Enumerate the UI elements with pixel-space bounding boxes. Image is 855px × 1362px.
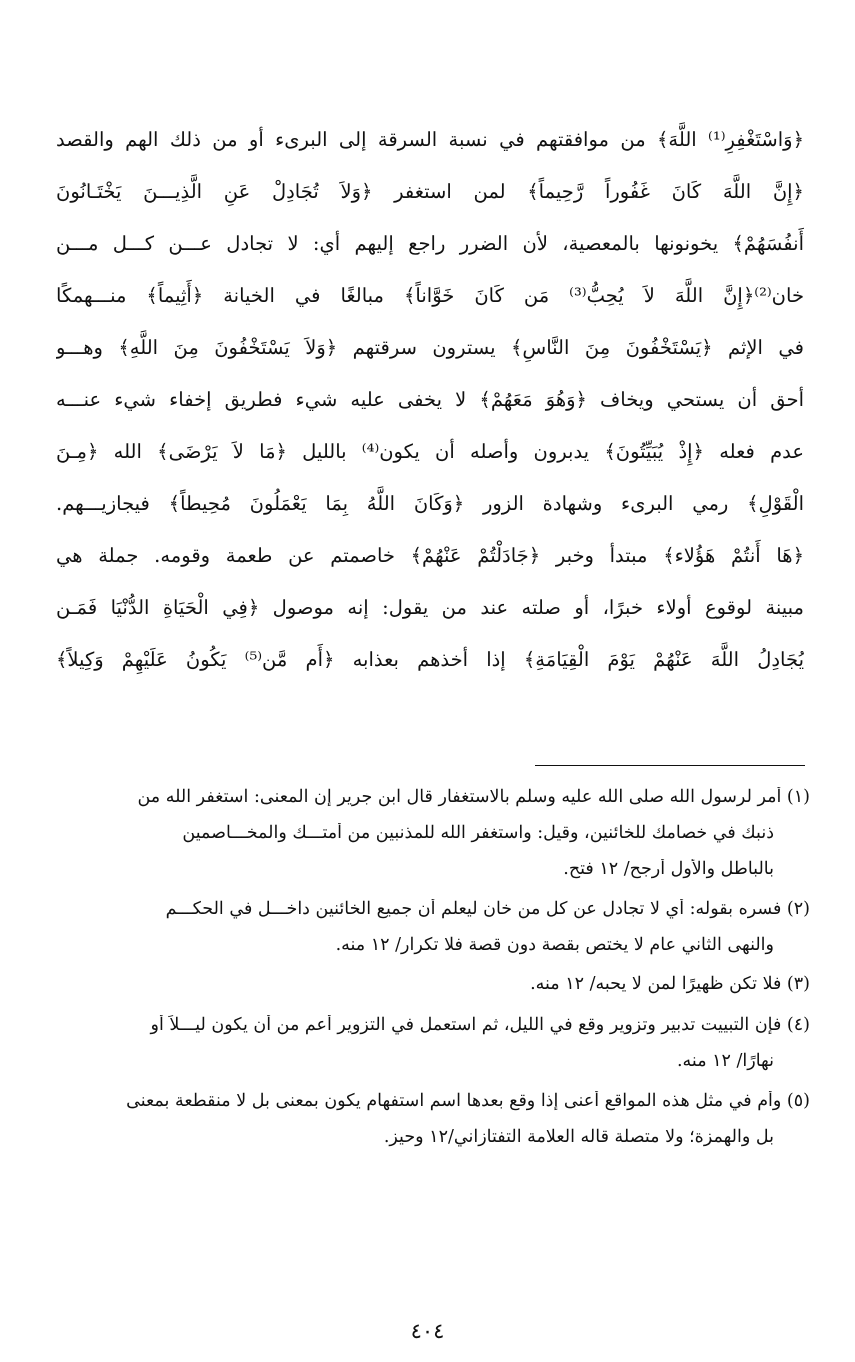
- footnote-5-line-2: بل والهمزة؛ ولا متصلة قاله العلامة التفتازاني/١٢ وحيز.: [383, 1127, 774, 1147]
- page-number: ٤٠٤: [410, 1319, 445, 1343]
- text-line: أحق أن يستحي ويخاف ﴿وَهُوَ مَعَهُمْ﴾ لا يخفى عليه شيء فطريق إخفاء شيء عنـــه: [56, 388, 804, 411]
- text-line: مبينة لوقوع أولاء خبرًا، أو صلته عند من يقول: إنه موصول ﴿فِي الْحَيَاةِ الدُّنْيَا فَمَـن: [56, 596, 804, 619]
- footnote-4-line-1: (٤) فإن التبييت تدبير وتزوير وقع في الليل، ثم استعمل في التزوير أعم من أن يكون ليـــلاً أو: [150, 1015, 810, 1035]
- footnote-1-line-2: ذنبك في خصامك للخائنين، وقيل: واستغفر الله للمذنبين من أمتـــك والمخـــاصمين: [182, 823, 774, 843]
- text-line: ﴿هَا أَنتُمْ هَؤُلاء﴾ مبتدأ وخبر ﴿جَادَلْتُمْ عَنْهُمْ﴾ خاصمتم عن طعمة وقومه. جملة هي: [56, 544, 804, 567]
- text-line: يُجَادِلُ اللَّهَ عَنْهُمْ يَوْمَ الْقِيَامَةِ﴾ إذا أخذهم بعذابه ﴿أَم مَّن⁽⁵⁾ يَكُونُ عَلَيْهِمْ وَكِيلاً﴾: [56, 648, 804, 671]
- text-line: في الإثم ﴿يَسْتَخْفُونَ مِنَ النَّاسِ﴾ يسترون سرقتهم ﴿وَلاَ يَسْتَخْفُونَ مِنَ اللَّهِ﴾ وهـــو: [56, 336, 804, 359]
- text-line: خان⁽²⁾﴿إِنَّ اللَّهَ لاَ يُحِبُّ⁽³⁾ مَن كَانَ خَوَّاناً﴾ مبالغًا في الخيانة ﴿أَثِيماً﴾ منـــهمكًا: [56, 284, 804, 307]
- text-line: أَنفُسَهُمْ﴾ يخونونها بالمعصية، لأن الضرر راجع إليهم أي: لا تجادل عـــن كـــل مـــن: [56, 232, 804, 255]
- text-line: ﴿إِنَّ اللَّهَ كَانَ غَفُوراً رَّحِيماً﴾ لمن استغفر ﴿وَلاَ تُجَادِلْ عَنِ الَّذِيـــنَ يَخْتَـانُونَ: [56, 180, 804, 203]
- text-line: عدم فعله ﴿إِذْ يُبَيِّتُونَ﴾ يدبرون وأصله أن يكون⁽⁴⁾ بالليل ﴿مَا لاَ يَرْضَى﴾ الله ﴿مِـنَ: [56, 440, 804, 463]
- footnote-1-line-3: بالباطل والأول أرجح/ ١٢ فتح.: [563, 859, 774, 879]
- main-text: [56, 114, 804, 686]
- footnote-1-line-1: (١) أمر لرسول الله صلى الله عليه وسلم بالاستغفار قال ابن جرير إن المعنى: استغفر الله من: [137, 787, 810, 807]
- footnote-divider: [535, 765, 805, 766]
- footnote-3-line-1: (٣) فلا تكن ظهيرًا لمن لا يحبه/ ١٢ منه.: [530, 974, 810, 994]
- footnote-4-line-2: نهارًا/ ١٢ منه.: [676, 1051, 774, 1071]
- text-line: الْقَوْلِ﴾ رمي البرىء وشهادة الزور ﴿وَكَانَ اللَّهُ بِمَا يَعْمَلُونَ مُحِيطاً﴾ فيجازيـــهم.: [56, 492, 804, 515]
- footnote-5-line-1: (٥) وأم في مثل هذه المواقع أعنى إذا وقع بعدها اسم استفهام يكون بمعنى بل لا منقطعة بمعنى: [126, 1091, 810, 1111]
- footnote-2-line-1: (٢) فسره بقوله: أي لا تجادل عن كل من خان ليعلم أن جميع الخائنين داخـــل في الحكـــم: [165, 899, 810, 919]
- footnote-2-line-2: والنهى الثاني عام لا يختص بقصة دون قصة فلا تكرار/ ١٢ منه.: [335, 935, 774, 955]
- text-line: ﴿وَاسْتَغْفِرِ⁽¹⁾ اللَّهَ﴾ من موافقتهم في نسبة السرقة إلى البرىء أو من ذلك الهم والقصد: [56, 128, 804, 151]
